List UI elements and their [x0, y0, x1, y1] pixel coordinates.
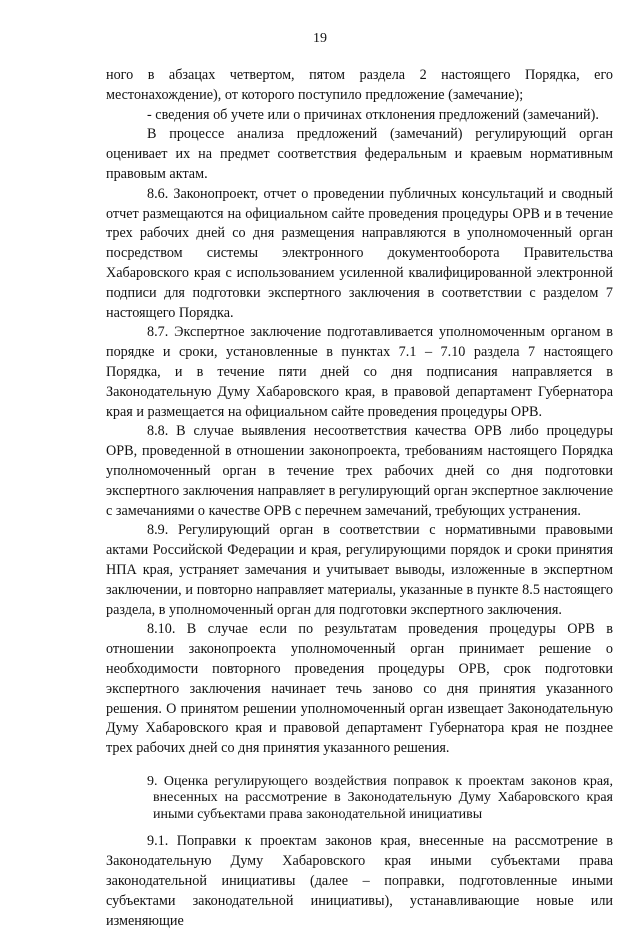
- continued-paragraph: ного в абзацах четвертом, пятом раздела 2 настоящего Порядка, его местонахождение), от которого поступило предложение (замечание);: [106, 67, 613, 103]
- section-heading-9: 9. Оценка регулирующего воздействия поправок к проектам законов края, внесенных на рассмотрение в Законодательную Думу Хабаровского края иными субъектами права законодательной инициативы: [147, 773, 613, 822]
- paragraph-analysis: В процессе анализа предложений (замечаний) регулирующий орган оценивает их на предмет соответствия федеральным и краевым нормативным правовым актам.: [106, 126, 613, 182]
- paragraph-8-9: 8.9. Регулирующий орган в соответствии с нормативными правовыми актами Российской Федерации и края, регулирующими порядок и сроки принятия НПА края, устраняет замечания и учитывает выводы, изложенные в экспертном заключении, и повторно направляет материалы, указанные в пункте 8.5 настоящего раздела, в уполномоченный орган для подготовки экспертного заключения.: [106, 522, 613, 618]
- document-body: [106, 66, 613, 931]
- page-number: 19: [313, 31, 327, 46]
- paragraph-8-7: 8.7. Экспертное заключение подготавливается уполномоченным органом в порядке и сроки, установленные в пунктах 7.1 – 7.10 раздела 7 настоящего Порядка, и в течение пяти дней со дня подписания направляется в Законодательную Думу Хабаровского края, в правовой департамент Губернатора края и размещается на официальном сайте проведения процедуры ОРВ.: [106, 324, 613, 420]
- paragraph-9-1: 9.1. Поправки к проектам законов края, внесенные на рассмотрение в Законодательную Думу Хабаровского края иными субъектами права законодательной инициативы (далее – поправки, подготовленные иными субъектами законодательной инициативы), устанавливающие новые или изменяющие: [106, 833, 613, 929]
- paragraph-8-8: 8.8. В случае выявления несоответствия качества ОРВ либо процедуры ОРВ, проведенной в отношении законопроекта, требованиям настоящего Порядка уполномоченный орган в течение трех рабочих дней со дня подготовки экспертного заключения направляет в регулирующий орган экспертное заключение с замечаниями о качестве ОРВ с перечнем замечаний, требующих устранения.: [106, 423, 613, 519]
- paragraph-8-10: 8.10. В случае если по результатам проведения процедуры ОРВ в отношении законопроекта уполномоченный орган принимает решение о необходимости повторного проведения процедуры ОРВ, срок подготовки экспертного заключения начинает течь заново со дня принятия указанного решения. О принятом решении уполномоченный орган извещает Законодательную Думу Хабаровского края и правовой департамент Губернатора края не позднее трех рабочих дней со дня принятия указанного решения.: [106, 621, 613, 757]
- paragraph-8-6: 8.6. Законопроект, отчет о проведении публичных консультаций и сводный отчет размещаются на официальном сайте проведения процедуры ОРВ и в течение трех рабочих дней со дня размещения направляются в уполномоченный орган посредством системы электронного документооборота Правительства Хабаровского края с использованием усиленной квалифицированной электронной подписи для подготовки экспертного заключения в соответствии с разделом 7 настоящего Порядка.: [106, 185, 613, 321]
- bullet-list-item: - сведения об учете или о причинах отклонения предложений (замечаний).: [147, 106, 599, 123]
